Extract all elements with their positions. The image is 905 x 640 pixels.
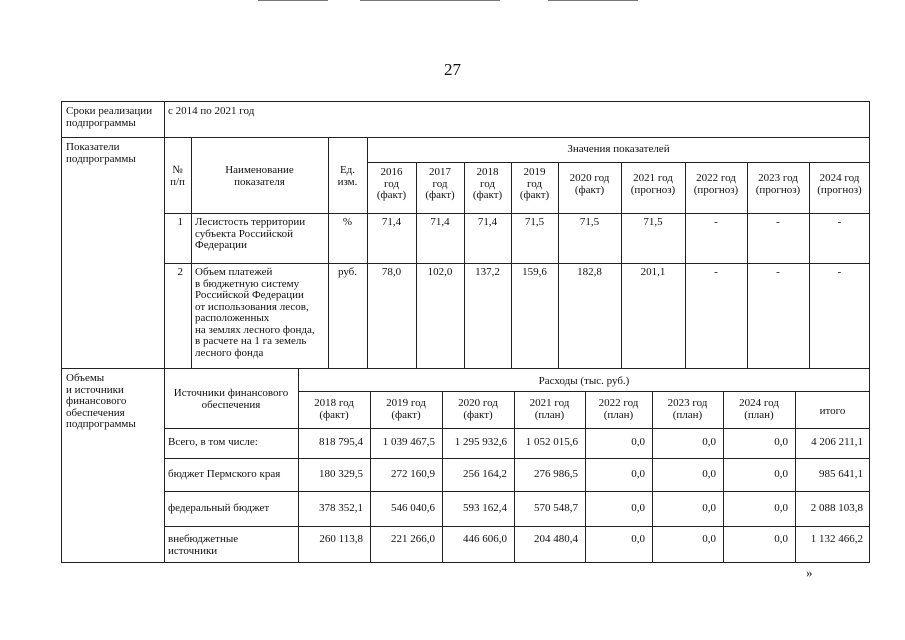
period-label: Сроки реализации подпрограммы xyxy=(66,105,153,129)
financing-source: Всего, в том числе: xyxy=(168,436,258,448)
indicator-value: 71,4 xyxy=(477,216,498,228)
col-name-header: Наименование показателя xyxy=(225,164,294,188)
indicator-value: 71,5 xyxy=(643,216,663,228)
year-header-6: 2022 год (прогноз) xyxy=(693,172,739,196)
indicator-value: - xyxy=(837,216,842,228)
col-num-header: № п/п xyxy=(170,164,185,188)
year-header-3: 2019 год (факт) xyxy=(519,166,550,201)
section-divider xyxy=(62,137,870,138)
financing-value: 0,0 xyxy=(631,467,645,480)
indicator-value: - xyxy=(776,216,780,228)
year-header-7: 2023 год (прогноз) xyxy=(755,172,801,196)
indicator-value: - xyxy=(837,266,842,278)
year-header-0: 2016 год (факт) xyxy=(376,166,407,201)
indicator-value: 182,8 xyxy=(577,266,602,278)
financing-value: 0,0 xyxy=(774,501,788,514)
indicator-value: 137,2 xyxy=(475,266,500,278)
financing-value: 570 548,7 xyxy=(534,501,578,514)
financing-year-header-5: 2023 год (план) xyxy=(667,397,708,421)
financing-source: федеральный бюджет xyxy=(168,501,270,514)
year-header-1: 2017 год (факт) xyxy=(425,166,455,201)
financing-row-rule xyxy=(164,491,870,492)
year-header-4: 2020 год (факт) xyxy=(569,172,610,196)
financing-value: 985 641,1 xyxy=(819,467,863,480)
financing-value: 221 266,0 xyxy=(391,533,435,545)
financing-year-header-4: 2022 год (план) xyxy=(598,397,639,421)
end-quote-mark: » xyxy=(806,565,813,580)
financing-value: 0,0 xyxy=(702,533,716,545)
financing-value: 0,0 xyxy=(702,467,716,480)
financing-value: 446 606,0 xyxy=(463,533,507,545)
financing-header-rule xyxy=(164,428,870,429)
financing-value: 1 052 015,6 xyxy=(525,436,578,448)
financing-value: 0,0 xyxy=(774,436,788,448)
indicator-value: 71,4 xyxy=(430,216,450,228)
year-header-2: 2018 год (факт) xyxy=(472,166,503,201)
financing-value: 1 132 466,2 xyxy=(810,533,863,545)
indicator-unit: руб. xyxy=(337,266,358,278)
financing-year-header-2: 2020 год (факт) xyxy=(458,397,498,421)
financing-value: 2 088 103,8 xyxy=(810,501,863,514)
financing-value: 0,0 xyxy=(702,436,716,448)
expenses-header: Расходы (тыс. руб.) xyxy=(538,375,630,387)
indicator-value: 71,4 xyxy=(381,216,402,228)
sources-header: Источники финансового обеспечения xyxy=(173,387,289,411)
financing-value: 546 040,6 xyxy=(391,501,435,514)
indicator-num: 2 xyxy=(177,266,183,278)
indicator-value: - xyxy=(776,266,780,278)
indicator-value: 78,0 xyxy=(381,266,402,278)
financing-value: 0,0 xyxy=(631,533,645,545)
year-header-5: 2021 год (прогноз) xyxy=(630,172,676,196)
indicator-value: 71,5 xyxy=(579,216,600,228)
section-divider xyxy=(62,368,870,369)
indicators-header-rule xyxy=(164,213,870,214)
indicator-value: - xyxy=(714,266,718,278)
top-rule-mid xyxy=(360,0,500,1)
financing-value: 276 986,5 xyxy=(534,467,578,480)
financing-value: 0,0 xyxy=(702,501,716,514)
indicator-value: 102,0 xyxy=(427,266,453,278)
financing-row-rule xyxy=(164,458,870,459)
col-unit-header: Ед. изм. xyxy=(337,164,358,188)
values-header-rule xyxy=(367,162,870,163)
indicator-name: Лесистость территории субъекта Российской Федерации xyxy=(195,216,306,251)
financing-value: 818 795,4 xyxy=(319,436,363,448)
financing-value: 260 113,8 xyxy=(319,533,363,545)
financing-value: 256 164,2 xyxy=(463,467,507,480)
financing-value: 0,0 xyxy=(774,467,788,480)
financing-value: 272 160,9 xyxy=(391,467,435,480)
top-rule-right xyxy=(548,0,638,1)
financing-value: 1 295 932,6 xyxy=(454,436,507,448)
financing-value: 0,0 xyxy=(631,501,645,514)
financing-value: 593 162,4 xyxy=(463,501,507,514)
financing-source: бюджет Пермского края xyxy=(168,467,281,480)
financing-value: 180 329,5 xyxy=(319,467,363,480)
year-header-8: 2024 год (прогноз) xyxy=(817,172,862,196)
financing-year-header-1: 2019 год (факт) xyxy=(386,397,426,421)
indicator-row-rule xyxy=(164,263,870,264)
financing-label: Объемы и источники финансового обеспечения подпрограммы xyxy=(66,372,136,430)
indicator-value: - xyxy=(714,216,718,228)
values-header: Значения показателей xyxy=(567,143,670,155)
financing-value: 378 352,1 xyxy=(319,501,363,514)
financing-value: 4 206 211,1 xyxy=(811,436,863,448)
expenses-header-rule xyxy=(298,391,870,392)
indicator-value: 201,1 xyxy=(640,266,666,278)
indicator-num: 1 xyxy=(177,216,183,228)
financing-value: 204 480,4 xyxy=(534,533,578,545)
indicator-unit: % xyxy=(342,216,353,228)
financing-year-header-6: 2024 год (план) xyxy=(739,397,779,421)
financing-year-header-3: 2021 год (план) xyxy=(529,397,570,421)
indicator-name: Объем платежей в бюджетную систему Российской Федерации от использования лесов, расположенных на землях лесного фонда, в расчете на 1 га земель лесного фонда xyxy=(195,266,315,359)
financing-value: 0,0 xyxy=(631,436,645,448)
period-value: с 2014 по 2021 год xyxy=(168,105,255,117)
indicator-value: 159,6 xyxy=(522,266,547,278)
financing-source: внебюджетные источники xyxy=(168,533,239,557)
financing-value: 0,0 xyxy=(774,533,788,545)
page-number: 27 xyxy=(444,60,461,79)
financing-value: 1 039 467,5 xyxy=(382,436,435,448)
passport-table xyxy=(61,101,870,563)
top-rule-left xyxy=(258,0,328,1)
total-header: итого xyxy=(819,405,846,417)
financing-year-header-0: 2018 год (факт) xyxy=(314,397,354,421)
indicator-value: 71,5 xyxy=(524,216,545,228)
indicators-label: Показатели подпрограммы xyxy=(66,141,136,165)
financing-row-rule xyxy=(164,526,870,527)
